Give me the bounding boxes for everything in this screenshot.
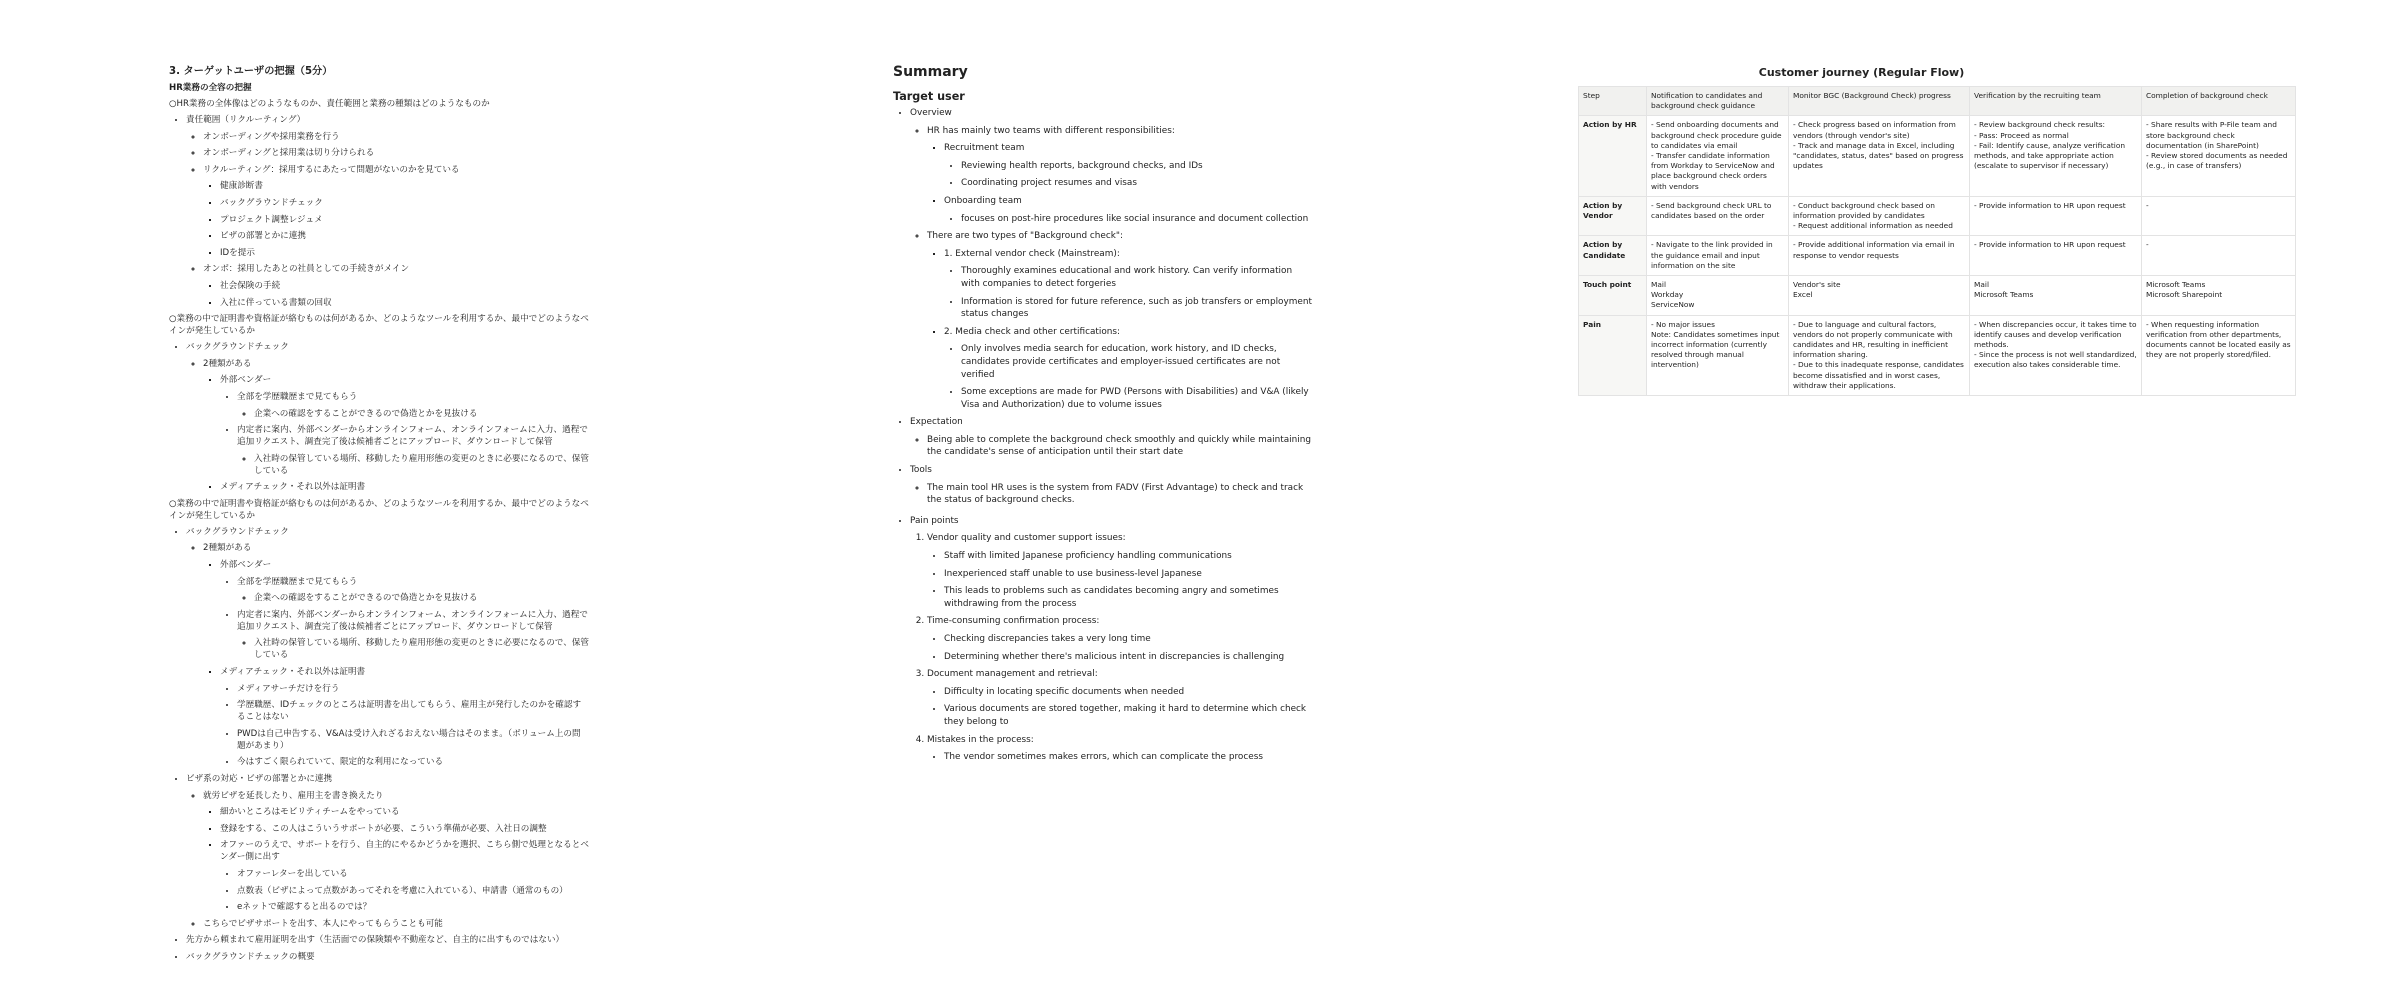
table-cell [1647,236,1789,276]
summary-section [893,64,1313,769]
column-header: Step [1579,87,1647,116]
list-item: ◦ こちらでビザサポートを出す、本人にやってもらうことも可能 [203,918,589,930]
list-item [220,839,589,913]
column-header: Completion of background check [2142,87,2296,116]
table-cell [2142,236,2296,276]
list-item: • Difficulty in locating specific documents when needed [944,686,1313,699]
question: ○業務の中で証明書や資格証が絡むものは何があるか、どのようなツールを利用するか、最中でどのようなペインが発生しているか [169,314,589,337]
table-row [1579,315,2296,395]
cell-line: Mail [1974,280,1990,290]
list-item-text: 責任範囲（リクルーティング） [186,115,306,125]
cell-line: - Conduct background check based on information provided by candidates [1793,200,1935,221]
table-cell [1970,276,2142,316]
list-item-text: 全部を学歴職歴まで見てもらう [237,576,358,587]
row-header: Action by HR [1579,116,1647,196]
cell-line: - Track and manage data in Excel, including "candidates, status, dates" based on progress updates [1793,140,1964,171]
cell-line: - No major issues [1651,319,1715,329]
list-item: ◦ The main tool HR uses is the system from FADV (First Advantage) to check and track the status of background checks. [927,482,1313,507]
list-item: ▪ IDを提示 [220,247,589,259]
list-item: • Reviewing health reports, background checks, and IDs [961,160,1313,173]
table-cell [1647,196,1789,236]
table-cell [2142,116,2296,196]
bullet-list [169,114,589,309]
cell-line: - Provide additional information via email in response to vendor requests [1793,240,1955,260]
list-item: ▪ 入社に伴っている書類の回収 [220,297,589,309]
list-item: • メディアサーチだけを行う [237,683,589,695]
list-item-text: ビザ系の対応・ビザの部署とかに連携 [186,774,333,784]
list-item: • バックグラウンドチェックの概要 [186,951,589,963]
list-item: ▪ 細かいところはモビリティチームをやっている [220,806,589,818]
cell-line: - Fail: Identify cause, analyze verification methods, and take appropriate action (escalate to supervisor if necessary) [1974,140,2126,171]
list-item [927,668,1313,728]
list-item-text: Document management and retrieval: [927,669,1098,680]
list-item [237,391,589,420]
table-cell [1970,315,2142,395]
list-item [186,114,589,309]
cell-line: - [2146,200,2149,210]
table-cell [1970,116,2142,196]
cell-line: - When discrepancies occur, it takes time to identify causes and develop verification methods. [1974,319,2137,350]
cell-line: - Check progress based on information from vendors (through vendor's site) [1793,120,1956,140]
list-item: • 今はすごく限られていて、限定的な利用になっている [237,756,589,768]
column-header: Verification by the recruiting team [1970,87,2142,116]
list-item: ◦ オンボーディングと採用業は切り分けられる [203,147,589,159]
list-item [927,125,1313,226]
table-cell [2142,276,2296,316]
list-item-text: Time-consuming confirmation process: [927,616,1100,627]
list-item: • PWDは自己申告する、V&Aは受け入れざるおえない場合はそのまま。（ボリューム上の問題があまり） [237,728,589,752]
list-item: ▪ プロジェクト調整レジュメ [220,214,589,226]
target-user-heading: Target user [893,90,965,103]
question: ○HR業務の全体像はどのようなものか、責任範囲と業務の種類はどのようなものか [169,99,490,109]
cell-line: Mail [1651,280,1667,290]
list-item [186,341,589,493]
list-item: • Some exceptions are made for PWD (Persons with Disabilities) and V&A (likely Visa and Authorization) due to volume issues [961,386,1313,411]
list-item-text: Vendor quality and customer support issues: [927,533,1126,544]
list-item [944,142,1313,190]
row-header: Touch point [1579,276,1647,316]
list-item: • Staff with limited Japanese proficiency handling communications [944,550,1313,563]
list-item: • Only involves media search for education, work history, and ID checks, candidates provide certificates and employer-issued certificates are not verified [961,343,1313,381]
list-item: • Inexperienced staff unable to use business-level Japanese [944,568,1313,581]
table-cell [1789,116,1970,196]
list-item [203,790,589,914]
list-item-text: 内定者に案内、外部ベンダーからオンラインフォーム、オンラインフォームに入力、過程で追加リクエスト、調査完了後は候補者ごとにアップロード、ダウンロードして保管 [237,609,588,632]
list-item: • 学歴職歴、IDチェックのところは証明書を出してもらう、雇用主が発行したのかを確認することはない [237,699,589,723]
list-item-text: Expectation [910,417,963,428]
cell-line: Microsoft Teams [2146,280,2206,290]
list-item [237,424,589,477]
cell-line: - Send onboarding documents and background check procedure guide to candidates via email [1651,120,1782,150]
list-item-text: 全部を学歴職歴まで見てもらう [237,391,358,402]
table-header-row [1579,87,2296,116]
list-item-text: バックグラウンドチェック [186,342,289,353]
list-item-text: 2. Media check and other certifications: [944,326,1121,337]
list-item [927,734,1313,764]
cell-line: - [2146,240,2149,250]
list-item-text: Overview [910,108,952,118]
table-cell [1789,196,1970,236]
list-item: • 先方から頼まれて雇用証明を出す（生活面での保険類や不動産など、自主的に出すものではない） [186,934,589,946]
table-cell [1647,276,1789,316]
list-item: ◦ オンボーディングや採用業務を行う [203,131,589,143]
cell-line: Vendor's site [1793,280,1841,290]
table-cell [2142,196,2296,236]
list-item-text: オファーのうえで、サポートを行う、自主的にやるかどうかを選択、こちら側で処理となるとベンダー側に出す [220,840,589,863]
cell-line: - Share results with P-File team and store background check documentation (in SharePoint) [2146,120,2277,150]
list-item-text: バックグラウンドチェック [186,526,289,537]
list-item [237,609,589,662]
cell-line: - Transfer candidate information from Workday to ServiceNow and place background check orders with vendors [1651,151,1775,191]
pain-points-ordered-list [910,532,1313,763]
table-cell [1647,315,1789,395]
list-item [944,248,1313,321]
journey-table [1578,86,2296,396]
column-header: Notification to candidates and background check guidance [1647,87,1789,116]
cell-line: Microsoft Teams [1974,290,2034,300]
list-item: ◦ 企業への確認をすることができるので偽造とかを見抜ける [254,592,589,604]
cell-line: - Send background check URL to candidates based on the order [1651,200,1772,221]
cell-line: Microsoft Sharepoint [2146,290,2223,300]
list-item-text: 外部ベンダー [220,375,272,386]
table-cell [1789,236,1970,276]
list-item: • オファーレターを出している [237,868,589,880]
list-item-text: Tools [910,465,932,476]
list-item: ◦ 企業への確認をすることができるので偽造とかを見抜ける [254,408,589,420]
list-item: • Coordinating project resumes and visas [961,177,1313,190]
list-item-text: There are two types of "Background check": [927,231,1123,242]
list-item: ◦ 入社時の保管している場所、移動したり雇用形態の変更のときに必要になるので、保管している [254,453,589,477]
journey-title: Customer journey (Regular Flow) [1758,66,1965,79]
list-item: • The vendor sometimes makes errors, which can complicate the process [944,751,1313,764]
list-item-text: リクルーティング：採用するにあたって問題がないのかを見ている [203,164,460,175]
list-item [944,195,1313,225]
list-item [220,666,589,768]
list-item: ◦ Being able to complete the background check smoothly and quickly while maintaining the candidate's sense of anticipation until their start date [927,434,1313,459]
summary-title: Summary [893,64,968,80]
row-header: Action by Candidate [1579,236,1647,276]
row-header: Pain [1579,315,1647,395]
list-item-text: 内定者に案内、外部ベンダーからオンラインフォーム、オンラインフォームに入力、過程で追加リクエスト、調査完了後は候補者ごとにアップロード、ダウンロードして保管 [237,425,588,448]
list-item [186,773,589,930]
list-item: ◦ 入社時の保管している場所、移動したり雇用形態の変更のときに必要になるので、保管している [254,637,589,661]
list-item [203,542,589,768]
list-item: • Checking discrepancies takes a very long time [944,633,1313,646]
list-item-text: 外部ベンダー [220,560,272,571]
list-item-text: 2種類がある [203,543,252,554]
list-item: • Information is stored for future reference, such as job transfers or employment status changes [961,296,1313,321]
cell-line: ServiceNow [1651,300,1695,310]
list-item [237,576,589,605]
list-item [203,164,589,259]
list-item: ▪ 健康診断書 [220,180,589,192]
question: ○業務の中で証明書や資格証が絡むものは何があるか、どのようなツールを利用するか、最中でどのようなペインが発生しているか [169,498,589,521]
cell-line: - Pass: Proceed as normal [1974,130,2069,140]
list-item: • Various documents are stored together, making it hard to determine which check they belong to [944,703,1313,728]
table-cell [1789,276,1970,316]
customer-journey [1578,66,2295,396]
table-row [1579,116,2296,196]
journey-table-body [1579,116,2296,396]
cell-line: - Navigate to the link provided in the guidance email and input information on the site [1651,240,1773,270]
list-item [220,559,589,661]
list-item: ▪ ビザの部署とかに連携 [220,230,589,242]
table-row [1579,276,2296,316]
list-item-text: HR has mainly two teams with different responsibilities: [927,125,1175,136]
table-cell [1970,236,2142,276]
list-item: • focuses on post-hire procedures like social insurance and document collection [961,213,1313,226]
bullet-list [169,341,589,493]
list-item-text: Recruitment team [944,143,1025,154]
list-item [910,464,1313,507]
cell-line: - Due to this inadequate response, candidates become dissatisfied and in worst cases, withdraw their applications. [1793,360,1964,390]
cell-line: - Due to language and cultural factors, vendors do not properly communicate with candidates and HR, resulting in inefficient information sharing. [1793,319,1953,360]
list-item-text: Pain points [910,515,959,526]
cell-line: - Review stored documents as needed (e.g., in case of transfers) [2146,151,2288,171]
list-item: ▪ バックグラウンドチェック [220,197,589,209]
pain-points-list [893,515,1313,764]
table-row [1579,196,2296,236]
list-item-text: オンボ：採用したあとの社員としての手続きがメイン [203,264,410,275]
row-header: Action by Vendor [1579,196,1647,236]
list-item: • eネットで確認すると出るのでは？ [237,901,589,913]
list-item: • Determining whether there's malicious intent in discrepancies is challenging [944,651,1313,664]
list-item: • This leads to problems such as candidates becoming angry and sometimes withdrawing from the process [944,585,1313,610]
list-item [927,532,1313,610]
subheading: HR業務の全容の把握 [169,83,252,93]
list-item [910,416,1313,459]
list-item-text: メディアチェック・それ以外は証明書 [220,667,366,678]
list-item [220,374,589,476]
overview-list [893,107,1313,507]
list-item-text: Mistakes in the process: [927,734,1034,745]
cell-line: - Provide information to HR upon request [1974,240,2126,250]
japanese-notes [169,62,589,968]
list-item [910,515,1313,764]
list-item-text: 就労ビザを延長したり、雇用主を書き換えたり [203,790,384,801]
list-item-text: Onboarding team [944,195,1022,206]
column-header: Monitor BGC (Background Check) progress [1789,87,1970,116]
list-item: ▪ 登録をする、この人はこういうサポートが必要、こういう準備が必要、入社日の調整 [220,823,589,835]
list-item [927,230,1313,411]
list-item: • Thoroughly examines educational and work history. Can verify information with companies to detect forgeries [961,265,1313,290]
list-item [927,615,1313,663]
cell-line: Note: Candidates sometimes input incorrect information (currently resolved through manual intervention) [1651,329,1780,370]
list-item [203,358,589,494]
section-heading: 3. ターゲットユーザの把握（5分） [169,66,333,77]
bullet-list [169,526,589,963]
table-cell [2142,315,2296,395]
cell-line: - Request additional information as needed [1793,221,1953,231]
cell-line: - Review background check results: [1974,120,2106,130]
table-cell [1647,116,1789,196]
list-item: ▪ メディアチェック・それ以外は証明書 [220,481,589,493]
list-item-text: 2種類がある [203,358,252,369]
cell-line: - When requesting information verification from other departments, documents cannot be located easily as they are not properly stored/filed. [2146,319,2291,360]
table-cell [1970,196,2142,236]
table-cell [1789,315,1970,395]
list-item [910,107,1313,411]
list-item-text: 1. External vendor check (Mainstream): [944,248,1120,259]
list-item: ▪ 社会保険の手続 [220,280,589,292]
cell-line: Workday [1651,290,1684,300]
list-item [203,263,589,308]
list-item [944,326,1313,412]
list-item: • 点数表（ビザによって点数があってそれを考慮に入れている）、申請書（通常のもの） [237,885,589,897]
cell-line: - Provide information to HR upon request [1974,200,2126,210]
cell-line: - Since the process is not well standardized, execution also takes considerable time. [1974,350,2137,370]
table-row [1579,236,2296,276]
cell-line: Excel [1793,290,1813,300]
list-item [186,526,589,769]
